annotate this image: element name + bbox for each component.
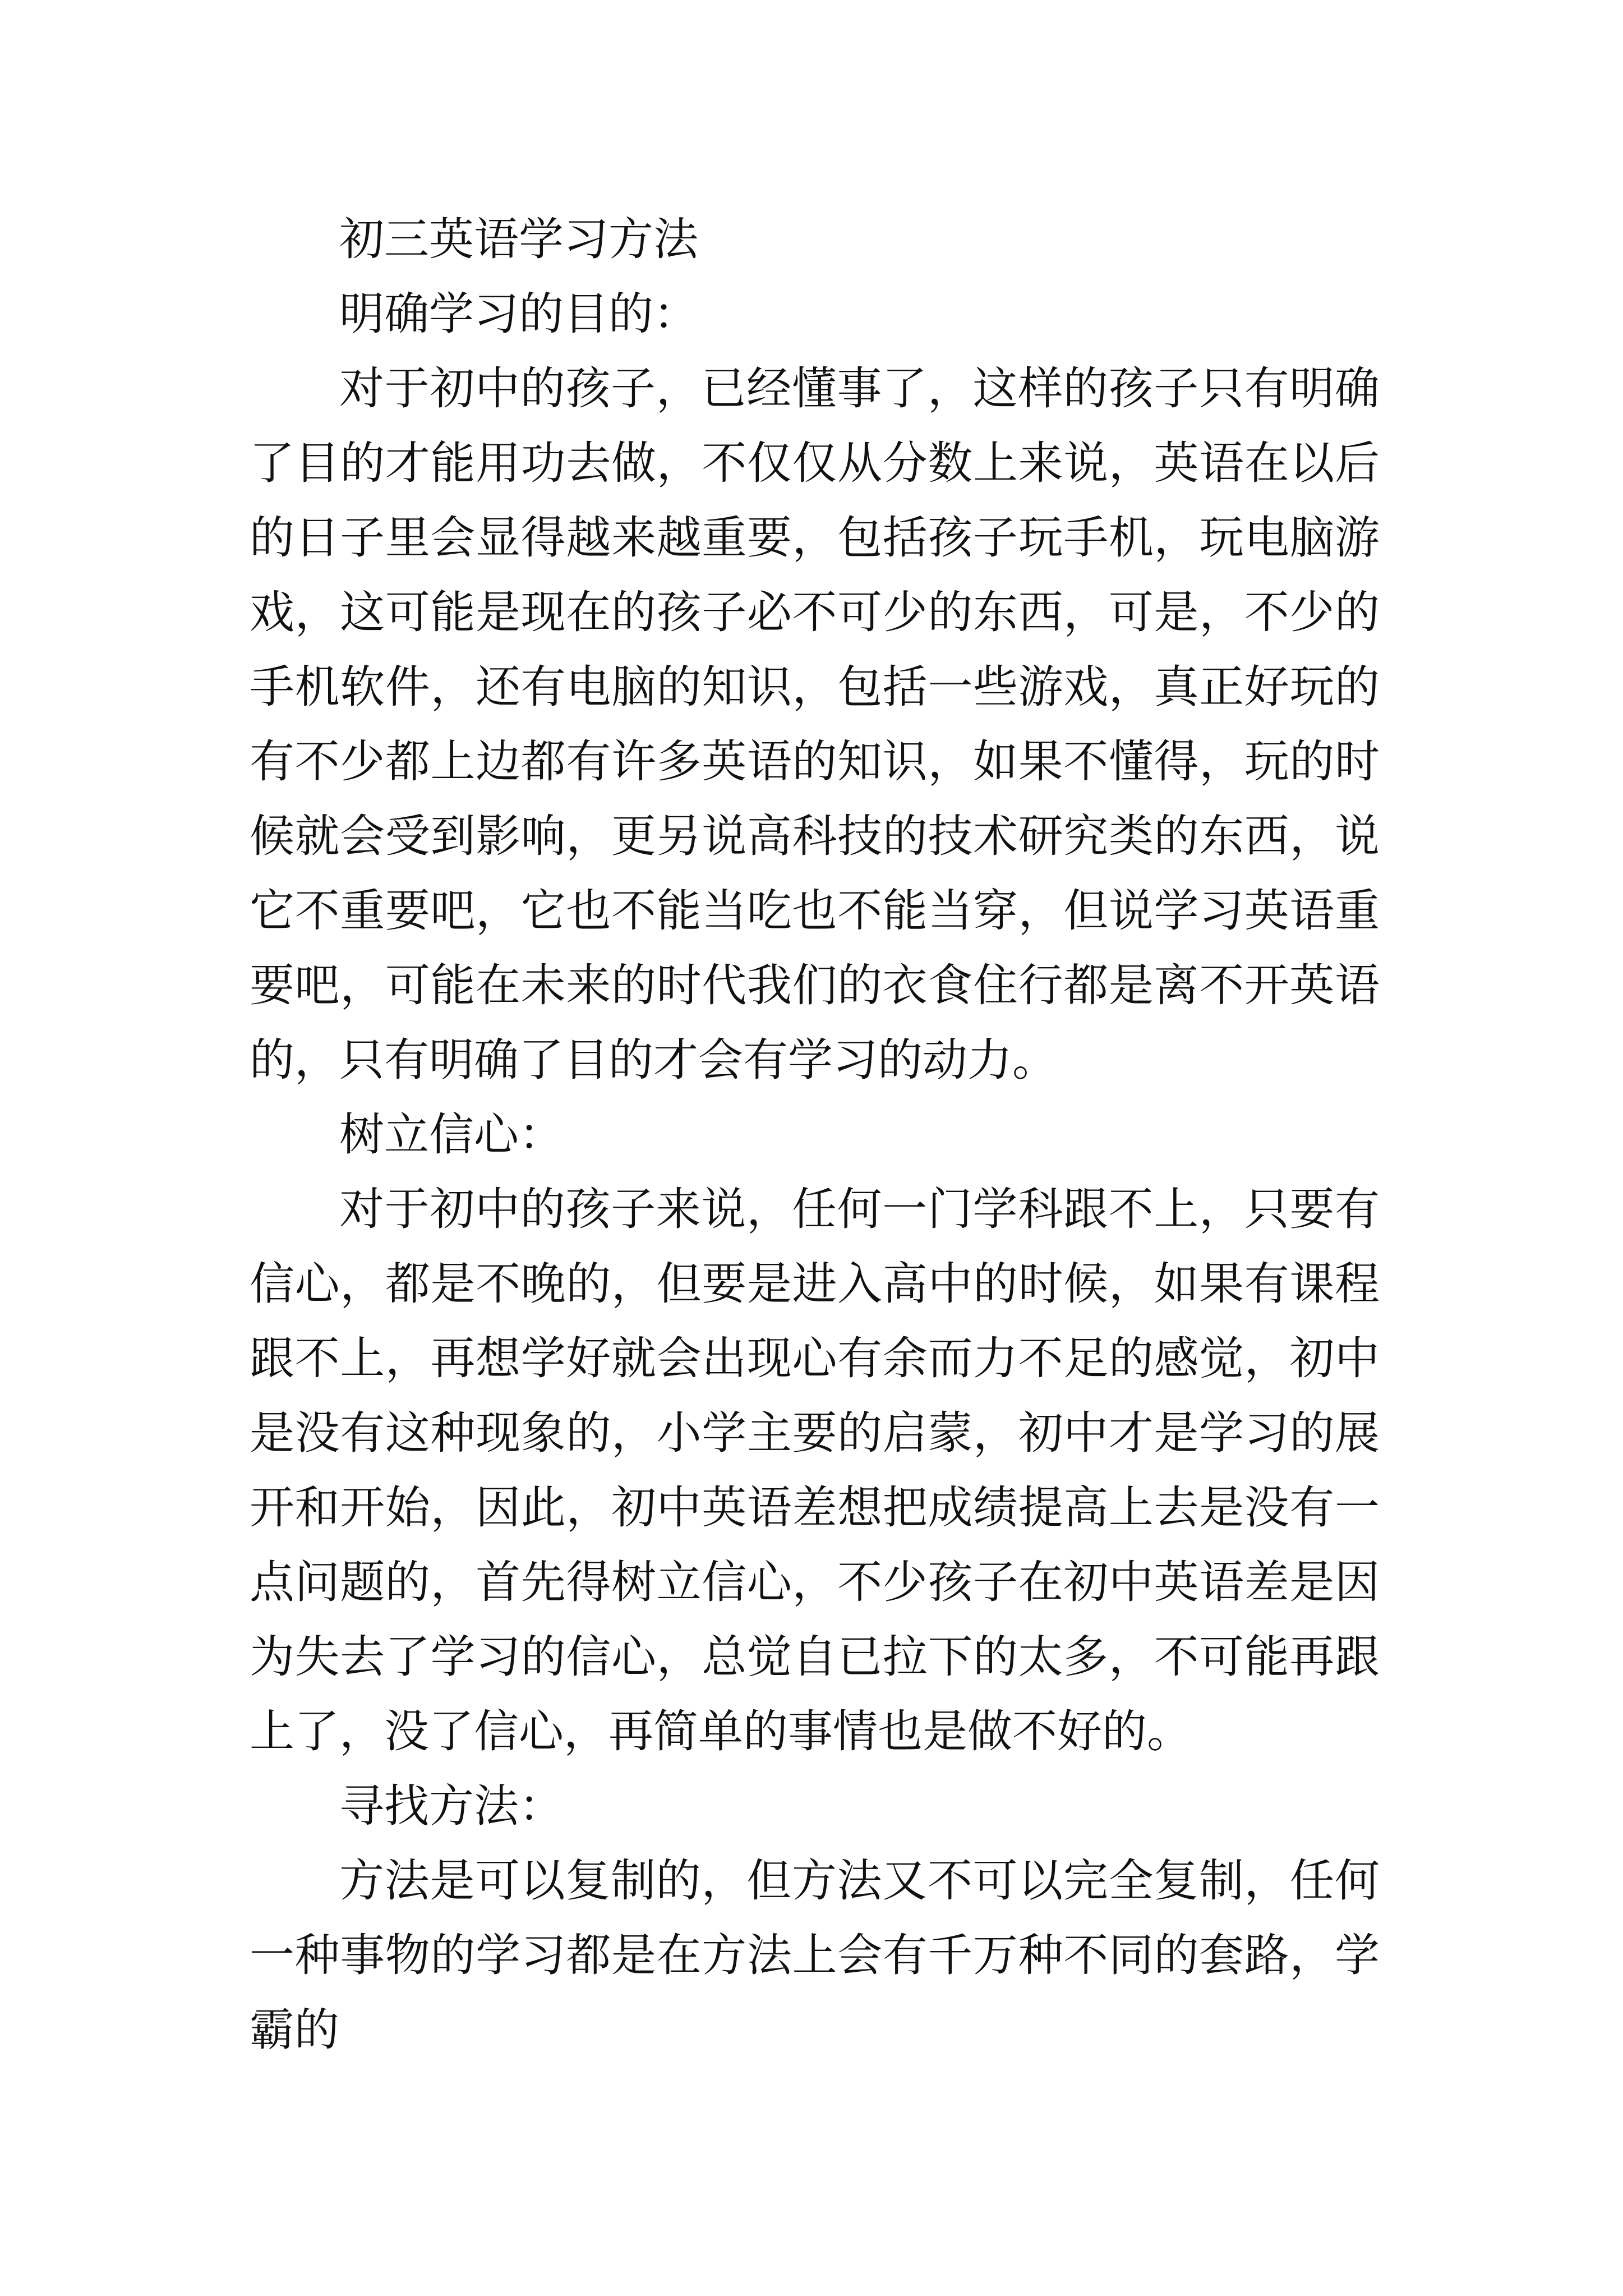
section-heading-confidence: 树立信心： [339,1108,564,1161]
section-paragraph-goal: 对于初中的孩子，已经懂事了，这样的孩子只有明确了目的才能用功去做，不仅仅从分数上来说，英语在以后的日子里会显得越来越重要，包括孩子玩手机，玩电脑游戏，这可能是现在的孩子必不可少的东西，可是，不少的手机软件，还有电脑的知识，包括一些游戏，真正好玩的有不少都上边都有许多英语的知识，如果不懂得，玩的时候就会受到影响，更另说高科技的技术研究类的东西，说它不重要吧，它也不能当吃也不能当穿，但说学习英语重要吧，可能在未来的时代我们的衣食住行都是离不开英语的，只有明确了目的才会有学习的动力。 [250,362,1380,1086]
document-title: 初三英语学习方法 [339,213,698,265]
section-heading-goal: 明确学习的目的： [339,288,698,340]
document-body [250,202,1380,2067]
section-heading-method: 寻找方法： [339,1780,564,1832]
section-paragraph-confidence: 对于初中的孩子来说，任何一门学科跟不上，只要有信心，都是不晚的，但要是进入高中的时候，如果有课程跟不上，再想学好就会出现心有余而力不足的感觉，初中是没有这种现象的，小学主要的启蒙，初中才是学习的展开和开始，因此，初中英语差想把成绩提高上去是没有一点问题的，首先得树立信心，不少孩子在初中英语差是因为失去了学习的信心，总觉自已拉下的太多，不可能再跟上了，没了信心，再简单的事情也是做不好的。 [250,1183,1380,1757]
section-paragraph-method: 方法是可以复制的，但方法又不可以完全复制，任何一种事物的学习都是在方法上会有千万种不同的套路，学霸的 [250,1855,1380,2056]
